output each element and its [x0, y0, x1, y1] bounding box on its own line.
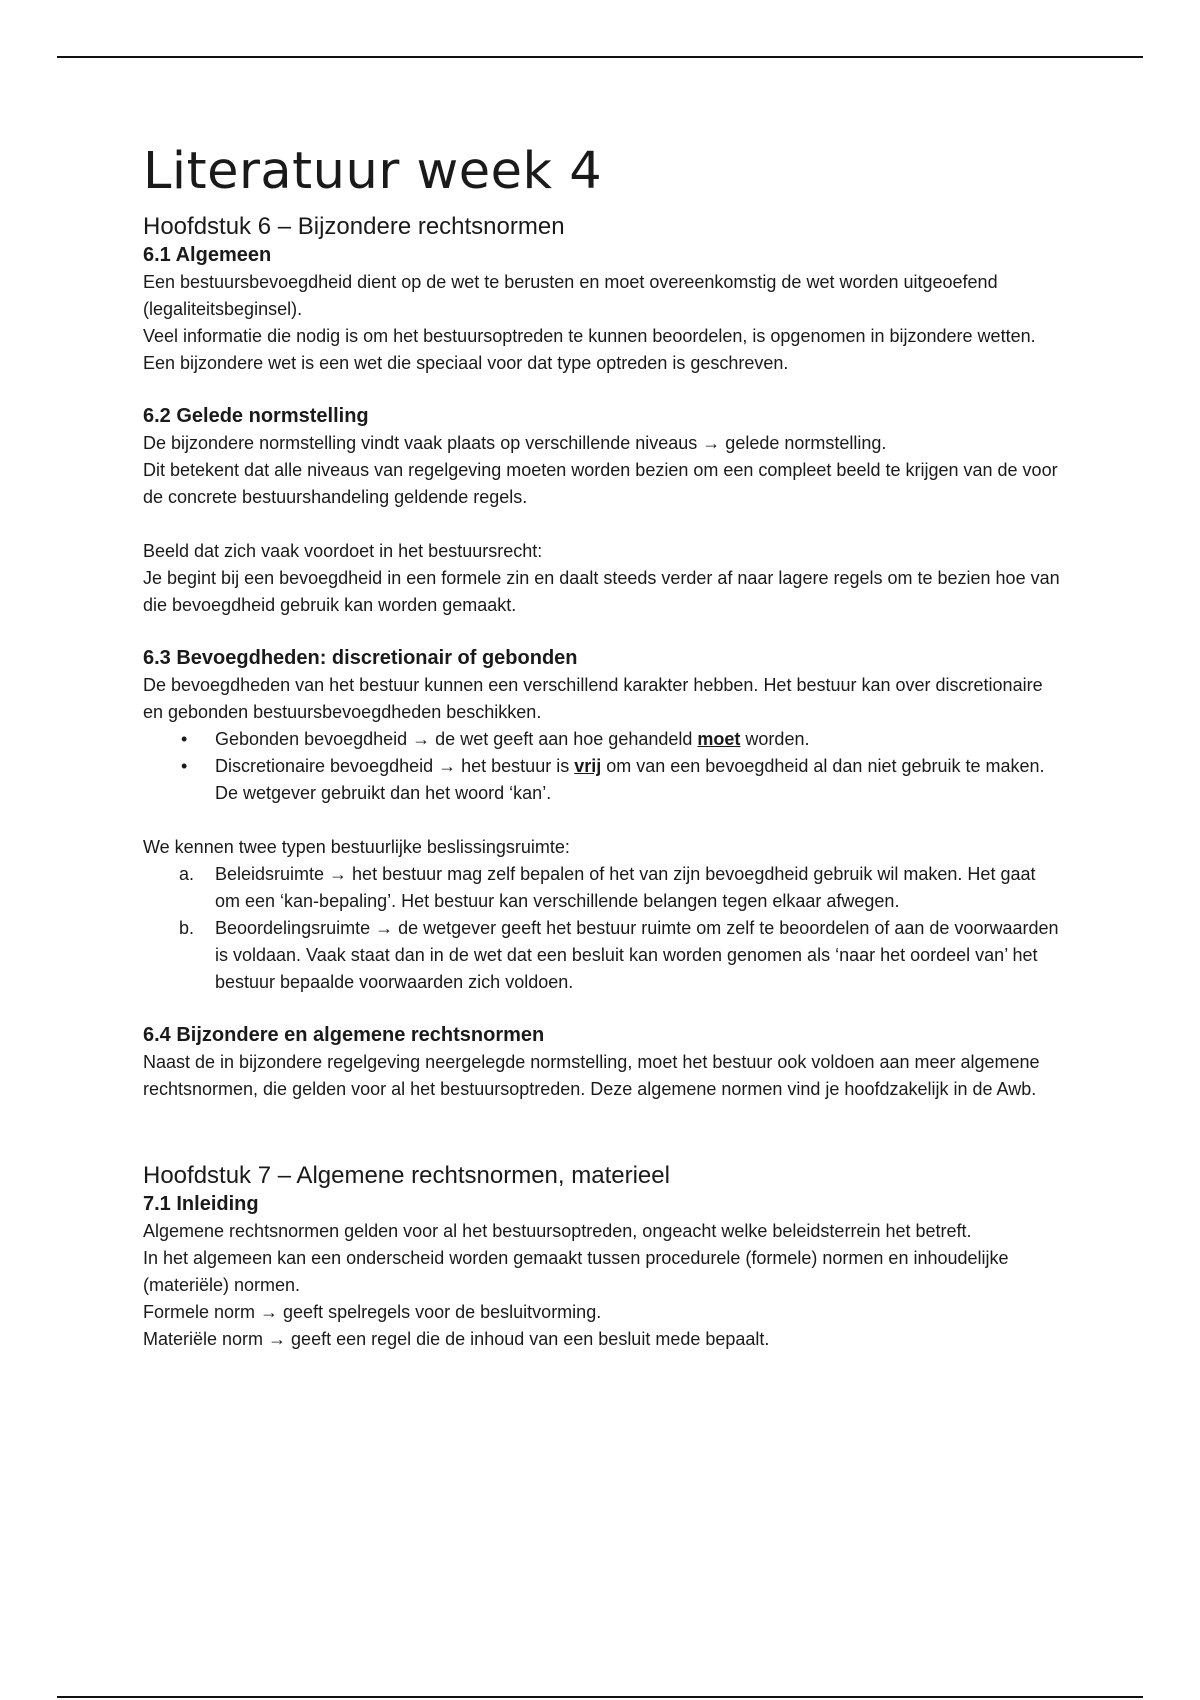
section-6-3-paragraph: We kennen twee typen bestuurlijke beslissingsruimte: — [143, 837, 570, 857]
bevoegdheden-bullet-list — [143, 726, 1063, 807]
section-7-1-paragraph: In het algemeen kan een onderscheid worden gemaakt tussen procedurele (formele) normen en inhoudelijke (materiële) normen. — [143, 1248, 1009, 1295]
section-7-1-paragraph: Formele norm → geeft spelregels voor de besluitvorming. — [143, 1302, 602, 1322]
list-item-text: Beleidsruimte → het bestuur mag zelf bepalen of het van zijn bevoegdheid gebruik wil maken. Het gaat om een ‘kan-bepaling’. Het bestuur kan verschillende belangen tegen elkaar afwegen. — [215, 864, 1036, 911]
section-6-2-paragraph: Beeld dat zich vaak voordoet in het bestuursrecht: — [143, 541, 543, 561]
emphasis-moet: moet — [697, 729, 741, 749]
list-item-text: om van een bevoegdheid al dan niet gebruik te maken. De wetgever gebruikt dan het woord ‘kan’. — [215, 756, 1045, 803]
section-6-2-paragraph: Je begint bij een bevoegdheid in een formele zin en daalt steeds verder af naar lagere regels om te bezien hoe van die bevoegdheid gebruik kan worden gemaakt. — [143, 568, 1060, 615]
section-6-2-heading: 6.2 Gelede normstelling — [143, 405, 369, 427]
section-7-1-paragraph: Algemene rechtsnormen gelden voor al het bestuursoptreden, ongeacht welke beleidsterrein het betreft. — [143, 1221, 972, 1241]
list-marker: a. — [179, 864, 195, 884]
document-page — [143, 140, 1063, 1353]
top-rule — [57, 56, 1143, 58]
emphasis-vrij: vrij — [574, 756, 602, 776]
list-item — [143, 726, 1063, 753]
section-6-4-heading: 6.4 Bijzondere en algemene rechtsnormen — [143, 1024, 545, 1046]
list-item-text: Gebonden bevoegdheid → de wet geeft aan hoe gehandeld — [215, 729, 698, 749]
chapter-7-heading: Hoofdstuk 7 – Algemene rechtsnormen, materieel — [143, 1162, 670, 1189]
section-6-3-heading: 6.3 Bevoegdheden: discretionair of gebonden — [143, 647, 578, 669]
list-item-text: Discretionaire bevoegdheid → het bestuur is — [215, 756, 575, 776]
document-title: Literatuur week 4 — [143, 142, 603, 201]
list-item-text: worden. — [740, 729, 810, 749]
section-6-1-heading: 6.1 Algemeen — [143, 244, 272, 266]
section-7-1-heading: 7.1 Inleiding — [143, 1193, 259, 1215]
list-marker: b. — [179, 918, 195, 938]
section-6-2-paragraph: De bijzondere normstelling vindt vaak plaats op verschillende niveaus → gelede normstelling. — [143, 433, 887, 453]
section-7-1-paragraph: Materiële norm → geeft een regel die de inhoud van een besluit mede bepaalt. — [143, 1329, 770, 1349]
list-item — [143, 753, 1063, 807]
section-6-1-paragraph: Een bestuursbevoegdheid dient op de wet te berusten en moet overeenkomstig de wet worden uitgeoefend (legaliteitsbeginsel). — [143, 272, 998, 319]
chapter-6-heading: Hoofdstuk 6 – Bijzondere rechtsnormen — [143, 213, 565, 240]
list-item-text: Beoordelingsruimte → de wetgever geeft het bestuur ruimte om zelf te beoordelen of aan de voorwaarden is voldaan. Vaak staat dan in de wet dat een besluit kan worden genomen als ‘naar het oordeel van’ het bestuur bepaalde voorwaarden zich voldoen. — [215, 918, 1059, 992]
section-6-3-paragraph: De bevoegdheden van het bestuur kunnen een verschillend karakter hebben. Het bestuur kan over discretionaire en gebonden bestuursbevoegdheden beschikken. — [143, 675, 1043, 722]
section-6-2-paragraph: Dit betekent dat alle niveaus van regelgeving moeten worden bezien om een compleet beeld te krijgen van de voor de concrete bestuurshandeling geldende regels. — [143, 460, 1058, 507]
bottom-rule — [57, 1696, 1143, 1698]
list-item — [143, 915, 1063, 996]
list-item — [143, 861, 1063, 915]
beslissingsruimte-list — [143, 861, 1063, 996]
section-6-4-paragraph: Naast de in bijzondere regelgeving neergelegde normstelling, moet het bestuur ook voldoen aan meer algemene rechtsnormen, die gelden voor al het bestuursoptreden. Deze algemene normen vind je hoofdzakelijk in de Awb. — [143, 1052, 1040, 1099]
section-6-1-paragraph: Veel informatie die nodig is om het bestuursoptreden te kunnen beoordelen, is opgenomen in bijzondere wetten. Een bijzondere wet is een wet die speciaal voor dat type optreden is geschreven. — [143, 326, 1036, 373]
